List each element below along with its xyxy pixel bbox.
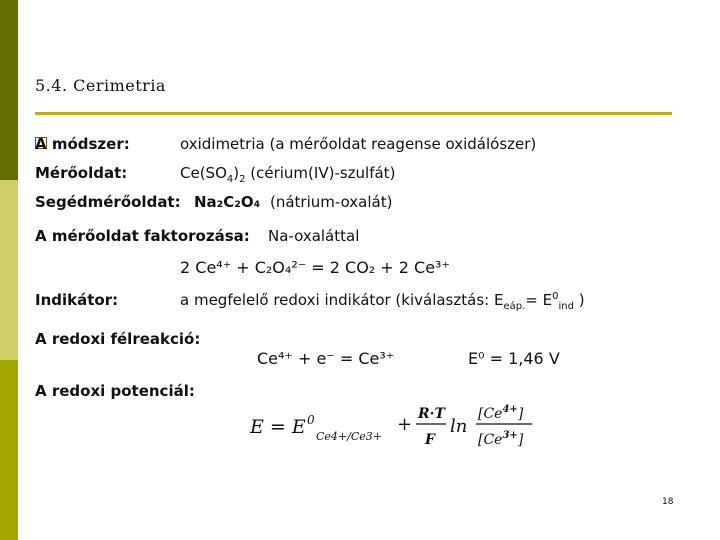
nernst-equation: [250, 398, 550, 454]
eq-reduced: [478, 430, 524, 448]
indicator-mid: = E: [525, 291, 553, 309]
eq-red-charge: 3+: [502, 430, 518, 441]
eq-lhs: E = E: [250, 416, 306, 438]
method-label: A módszer:: [35, 135, 130, 153]
titrant-subscript: 4: [226, 174, 234, 185]
half-reaction: Ce⁴⁺ + e⁻ = Ce³⁺: [257, 349, 395, 368]
method-text: oxidimetria (a mérőoldat reagense oxidálószer): [180, 135, 537, 153]
titrant-label: Mérőoldat:: [35, 164, 128, 182]
factor-text: Na-oxaláttal: [268, 227, 360, 245]
titrant-formula-close: ): [233, 164, 240, 182]
indicator-sub-eap: eáp.: [503, 301, 526, 312]
titrant-formula: Ce(SO: [180, 164, 227, 182]
sidebar-segment-mid: [0, 360, 18, 540]
indicator-text: [180, 291, 585, 312]
nernst-equation-svg: [250, 398, 550, 454]
titrant-subscript-2: 2: [239, 174, 246, 185]
eq-sup0: 0: [307, 413, 315, 427]
indicator-end: ): [573, 291, 585, 309]
aux-text: (nátrium-oxalát): [270, 193, 393, 211]
indicator-sub-ind: ind: [558, 301, 574, 312]
slide-title: 5.4. Cerimetria: [35, 76, 166, 95]
indicator-label: Indikátor:: [35, 291, 119, 309]
eq-ox-charge: 4+: [502, 404, 518, 415]
eq-red-base: [Ce: [478, 432, 503, 448]
eq-subscript: Ce4+/Ce3+: [316, 430, 382, 443]
eq-oxidized: [478, 404, 524, 422]
titrant-value: [180, 164, 395, 185]
standard-potential: E⁰ = 1,46 V: [468, 349, 560, 368]
sidebar-segment-light: [0, 180, 18, 360]
title-divider: [35, 112, 672, 115]
eq-ln: ln: [450, 416, 468, 437]
page-number: 18: [662, 497, 674, 507]
eq-red-close: ]: [517, 432, 524, 448]
standardization-reaction: 2 Ce⁴⁺ + C₂O₄²⁻ = 2 CO₂ + 2 Ce³⁺: [180, 258, 450, 277]
eq-denominator: F: [425, 432, 435, 448]
factor-label: A mérőoldat faktorozása:: [35, 227, 250, 245]
indicator-main: a megfelelő redoxi indikátor (kiválasztás: E: [180, 291, 504, 309]
sidebar-stripe: [0, 0, 18, 540]
indicator-sup: 0: [552, 291, 559, 302]
eq-ox-close: ]: [517, 406, 524, 422]
sidebar-segment-dark: [0, 0, 18, 180]
potential-label: A redoxi potenciál:: [35, 382, 195, 400]
half-reaction-label: A redoxi félreakció:: [35, 330, 201, 348]
aux-formula: Na₂C₂O₄: [194, 193, 261, 211]
eq-ox-base: [Ce: [478, 406, 503, 422]
aux-label: Segédmérőoldat:: [35, 193, 181, 211]
titrant-text: (cérium(IV)-szulfát): [245, 164, 396, 182]
eq-plus: +: [397, 414, 413, 435]
eq-numerator: R·T: [418, 406, 445, 422]
